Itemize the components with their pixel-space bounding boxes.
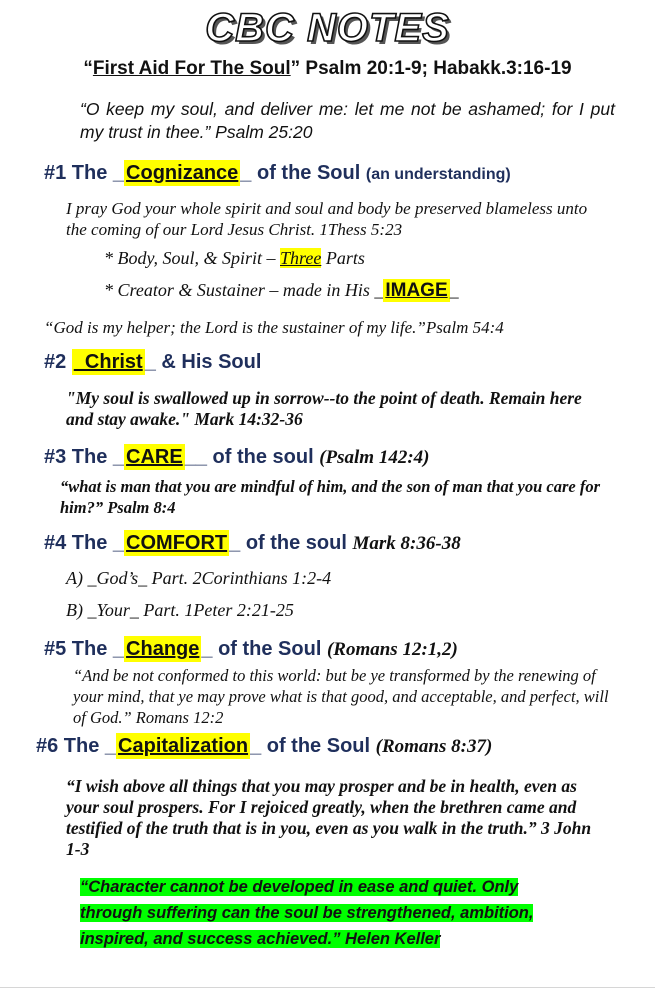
- section-1-verse-2: “God is my helper; the Lord is the sustainer of my life.”Psalm 54:4: [44, 318, 504, 337]
- section-3-blank: CARE: [126, 446, 183, 468]
- section-5-suffix: _ of the Soul: [201, 638, 322, 660]
- section-1-verse: I pray God your whole spirit and soul and body be preserved blameless unto the coming of our Lord Jesus Christ. 1Thess 5:23: [66, 199, 588, 239]
- bullet-2-prefix: * Creator & Sustainer – made in His _: [104, 280, 384, 300]
- section-1-prefix: #1 The _: [44, 162, 125, 184]
- section-3-heading: [44, 446, 429, 469]
- page-divider: [0, 987, 655, 988]
- section-4-heading: [44, 532, 461, 555]
- section-5-blank: Change: [126, 638, 200, 660]
- section-1-bullet-1: [104, 248, 365, 269]
- section-2-suffix: _ & His Soul: [144, 351, 262, 373]
- section-2-heading: [44, 351, 261, 374]
- section-3-prefix: #3 The _: [44, 446, 125, 468]
- section-4-item-a: A) _God’s_ Part. 2Corinthians 1:2-4: [66, 568, 332, 588]
- section-5-heading: [44, 638, 458, 661]
- section-2-blank: _Christ: [73, 351, 143, 373]
- subtitle-scripture: ” Psalm 20:1-9; Habakk.3:16-19: [290, 58, 572, 79]
- bullet-2-suffix: _: [449, 280, 459, 300]
- section-1-blank: Cognizance: [126, 162, 239, 184]
- section-4-blank: COMFORT: [126, 532, 228, 554]
- section-6-verse: “I wish above all things that you may prosper and be in health, even as your soul prospers. For I rejoiced greatly, when the brethren came and testified of the truth that is in you, even as you walk in the truth.” 3 John 1-3: [66, 776, 592, 859]
- section-4-prefix: #4 The _: [44, 532, 125, 554]
- section-4-suffix: _ of the soul: [229, 532, 347, 554]
- subtitle-quote-open: “: [83, 58, 93, 79]
- section-4-item-b: B) _Your_ Part. 1Peter 2:21-25: [66, 600, 294, 620]
- section-1-note: (an understanding): [365, 166, 511, 183]
- section-3-ref: (Psalm 142:4): [319, 447, 430, 468]
- section-1-heading: [44, 162, 511, 185]
- epigraph: “O keep my soul, and deliver me: let me not be ashamed; for I put my trust in thee.” Psalm 25:20: [80, 99, 615, 142]
- section-5-ref: (Romans 12:1,2): [326, 639, 458, 660]
- bullet-2-blank: IMAGE: [385, 280, 448, 301]
- subtitle: [0, 58, 655, 80]
- closing-quote-text: “Character cannot be developed in ease and quiet. Only through suffering can the soul be strengthened, ambition, inspired, and success achieved.” Helen Keller: [80, 878, 534, 948]
- page-title: CBC NOTES: [205, 6, 450, 50]
- subtitle-topic: First Aid For The Soul: [92, 58, 291, 79]
- section-6-ref: (Romans 8:37): [375, 736, 493, 757]
- section-2-verse: "My soul is swallowed up in sorrow--to the point of death. Remain here and stay awake." Mark 14:32-36: [66, 388, 582, 429]
- section-6-blank: Capitalization: [118, 735, 249, 757]
- bullet-1-blank: Three: [280, 248, 322, 268]
- closing-quote: [80, 874, 585, 952]
- section-3-verse: “what is man that you are mindful of him, and the son of man that you care for him?” Psalm 8:4: [60, 477, 601, 517]
- section-2-prefix: #2: [44, 351, 72, 373]
- section-4-ref: Mark 8:36-38: [352, 533, 461, 554]
- section-6-prefix: #6 The _: [36, 735, 117, 757]
- section-6-suffix: _ of the Soul: [250, 735, 371, 757]
- section-1-bullet-2: [104, 280, 459, 302]
- section-1-suffix: _ of the Soul: [240, 162, 361, 184]
- bullet-1-suffix: Parts: [321, 248, 365, 268]
- section-3-suffix: __ of the soul: [184, 446, 314, 468]
- section-5-prefix: #5 The _: [44, 638, 125, 660]
- section-6-heading: [36, 735, 492, 758]
- bullet-1-prefix: * Body, Soul, & Spirit –: [104, 248, 281, 268]
- section-5-verse: “And be not conformed to this world: but be ye transformed by the renewing of your mind, that ye may prove what is that good, and acceptable, and perfect, will of God.” Romans 12:2: [73, 666, 609, 727]
